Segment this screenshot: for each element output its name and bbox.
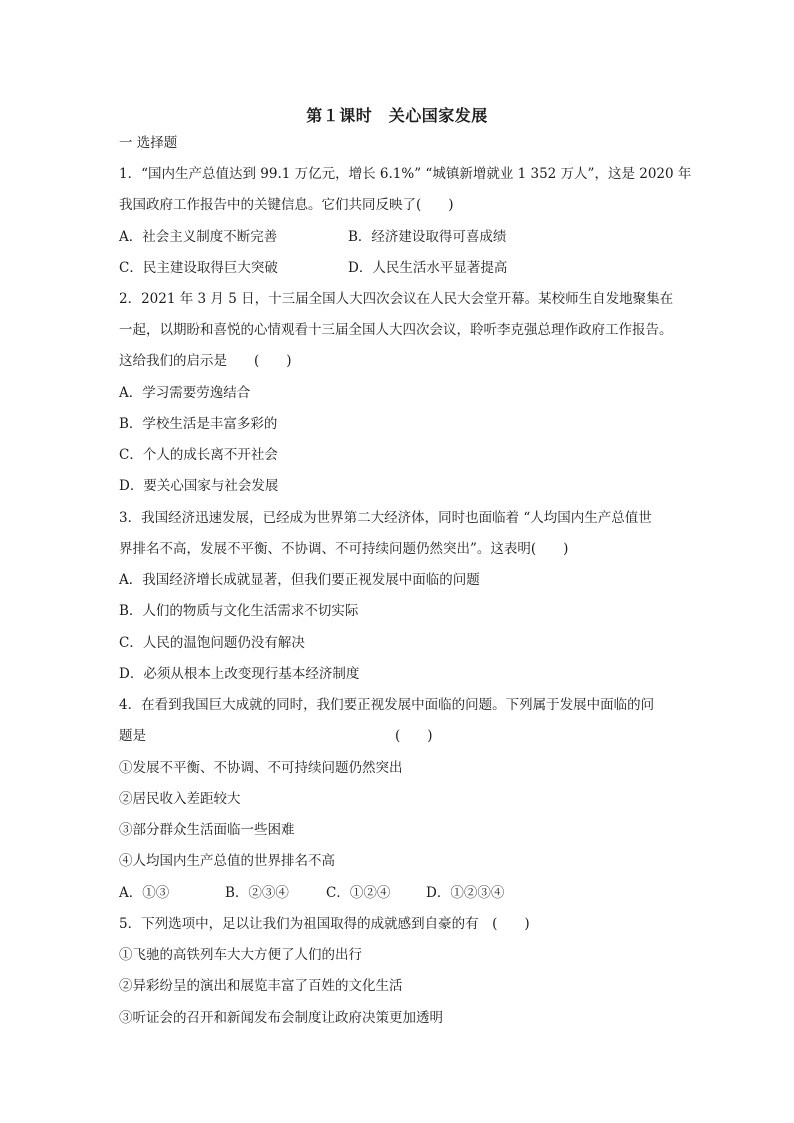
q4-answer-blank: ( ) — [395, 728, 433, 744]
q2-stem-line1: 2．2021 年 3 月 5 日，十三届全国人大四次会议在人民大会堂开幕。某校师生自发地聚集在 — [119, 291, 674, 307]
q1-stem-line1: 1．“国内生产总值达到 99.1 万亿元，增长 6.1%” “城镇新增就业 1 352 万人”，这是 2020 年 — [119, 166, 692, 182]
q3-option-a: A．我国经济增长成就显著，但我们要正视发展中面临的问题 — [119, 572, 480, 588]
q1-stem-line2: 我国政府工作报告中的关键信息。它们共同反映了( ) — [119, 197, 454, 213]
q4-option-a: A．①③ — [119, 885, 170, 901]
q4-stem-text: 题是 — [119, 728, 146, 744]
page-title: 第１课时 关心国家发展 — [306, 106, 488, 125]
q4-option-c: C．①②④ — [326, 885, 391, 901]
q3-option-b: B．人们的物质与文化生活需求不切实际 — [119, 603, 359, 619]
q2-stem-line2: 一起，以期盼和喜悦的心情观看十三届全国人大四次会议，聆听李克强总理作政府工作报告。 — [119, 322, 673, 338]
q2-option-d: D．要关心国家与社会发展 — [119, 478, 279, 494]
q3-option-c: C．人民的温饱问题仍没有解决 — [119, 635, 305, 651]
q4-option-b: B．②③④ — [225, 885, 289, 901]
q1-option-c: C．民主建设取得巨大突破 — [119, 260, 278, 276]
q3-option-d: D．必须从根本上改变现行基本经济制度 — [119, 666, 360, 682]
q5-statement-2: ②异彩纷呈的演出和展览丰富了百姓的文化生活 — [119, 978, 403, 994]
q2-option-a: A．学习需要劳逸结合 — [119, 385, 251, 401]
section-heading: 一 选择题 — [119, 135, 178, 151]
q2-option-b: B．学校生活是丰富多彩的 — [119, 416, 278, 432]
q5-stem-line1: 5．下列选项中，足以让我们为祖国取得的成就感到自豪的有 ( ) — [119, 916, 530, 932]
q2-stem-line3: 这给我们的启示是 ( ) — [119, 353, 292, 369]
q4-stem-line1: 4．在看到我国巨大成就的同时，我们要正视发展中面临的问题。下列属于发展中面临的问 — [119, 697, 655, 713]
q4-statement-2: ②居民收入差距较大 — [119, 791, 241, 807]
q4-statement-3: ③部分群众生活面临一些困难 — [119, 822, 295, 838]
q1-option-a: A．社会主义制度不断完善 — [119, 229, 278, 245]
q1-option-d: D．人民生活水平显著提高 — [348, 260, 508, 276]
q4-option-d: D．①②③④ — [426, 885, 505, 901]
q2-option-c: C．个人的成长离不开社会 — [119, 447, 278, 463]
q3-stem-line1: 3．我国经济迅速发展，已经成为世界第二大经济体，同时也面临着 “人均国内生产总值世 — [119, 510, 652, 526]
q5-statement-1: ①飞驰的高铁列车大大方便了人们的出行 — [119, 947, 362, 963]
q3-stem-line2: 界排名不高，发展不平衡、不协调、不可持续问题仍然突出”。这表明( ) — [119, 541, 569, 557]
q1-option-b: B．经济建设取得可喜成绩 — [348, 229, 507, 245]
q4-statement-4: ④人均国内生产总值的世界排名不高 — [119, 853, 335, 869]
q5-statement-3: ③听证会的召开和新闻发布会制度让政府决策更加透明 — [119, 1010, 443, 1026]
q4-statement-1: ①发展不平衡、不协调、不可持续问题仍然突出 — [119, 760, 403, 776]
